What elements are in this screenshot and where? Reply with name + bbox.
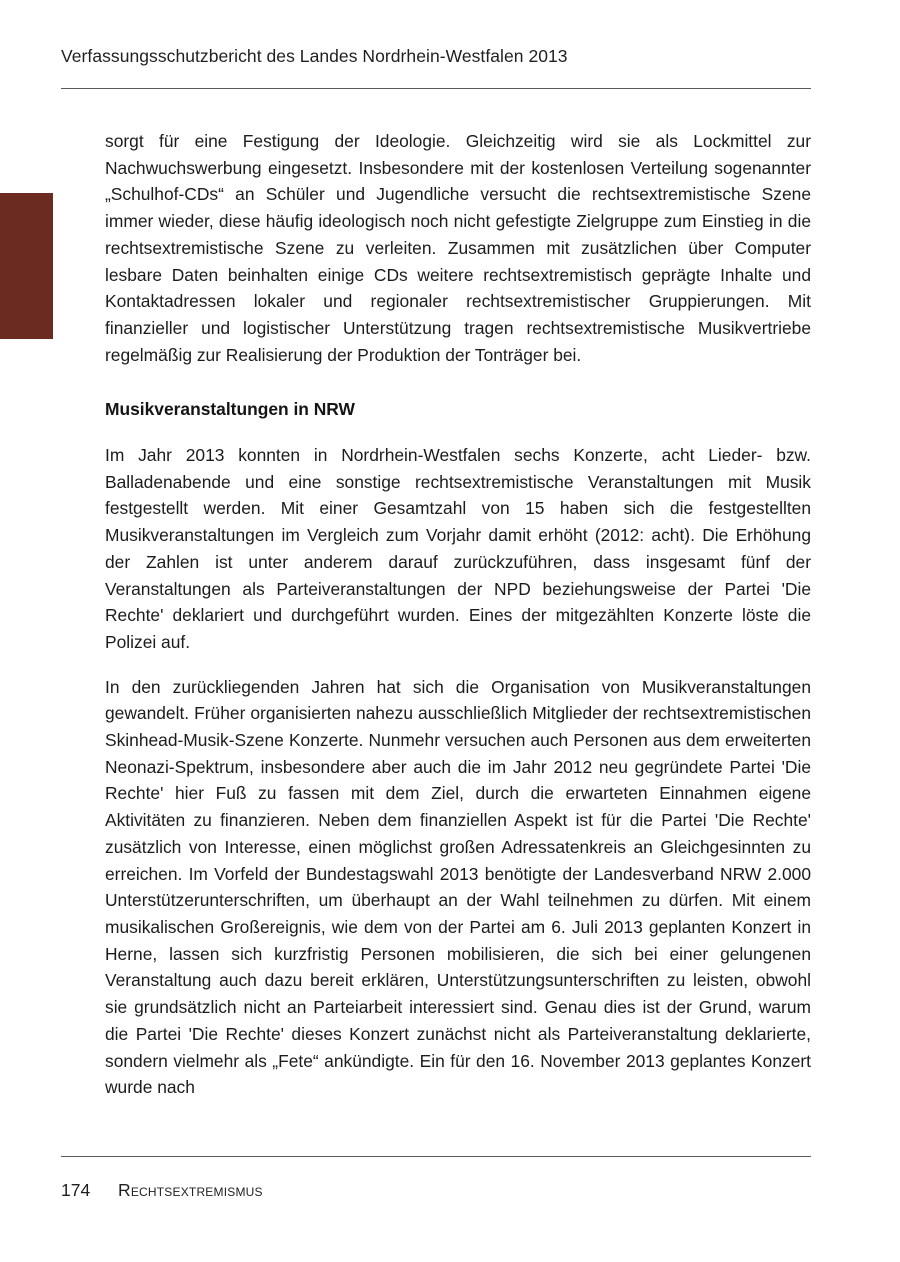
body-paragraph-3: In den zurückliegenden Jahren hat sich die Organisation von Musikveranstaltungen gewandelt. Früher organisierten nahezu ausschließlich Mitglieder der rechtsextremistischen Skinhead-Musik-Szene Konzerte. Nunmehr versuchen auch Personen aus dem erweiterten Neonazi-Spektrum, insbesondere aber auch die im Jahr 2012 neu gegründete Partei 'Die Rechte' hier Fuß zu fassen mit dem Ziel, durch die erwarteten Einnahmen eigene Aktivitäten zu finanzieren. Neben dem finanziellen Aspekt ist für die Partei 'Die Rechte' zusätzlich von Interesse, einen möglichst großen Adressatenkreis an Gleichgesinnten zu erreichen. Im Vorfeld der Bundestagswahl 2013 benötigte der Landesverband NRW 2.000 Unterstützerunterschriften, um überhaupt an der Wahl teilnehmen zu dürfen. Mit einem musikalischen Großereignis, wie dem von der Partei am 6. Juli 2013 geplanten Konzert in Herne, lassen sich kurzfristig Personen mobilisieren, die sich bei einer gelungenen Veranstaltung auch dazu bereit erklären, Unterstützungsunterschriften zu leisten, obwohl sie grundsätzlich nicht an Parteiarbeit interessiert sind. Genau dies ist der Grund, warum die Partei 'Die Rechte' dieses Konzert zunächst nicht als Parteiveranstaltung deklarierte, sondern vielmehr als „Fete“ ankündigte. Ein für den 16. November 2013 geplantes Konzert wurde nach [105, 676, 811, 1098]
footer-rule [61, 1156, 811, 1157]
running-header: Verfassungsschutzbericht des Landes Nordrhein-Westfalen 2013 [61, 46, 568, 66]
running-footer [61, 1180, 263, 1201]
body-paragraph-1: sorgt für eine Festigung der Ideologie. Gleichzeitig wird sie als Lockmittel zur Nachwuchswerbung eingesetzt. Insbesondere mit der kostenlosen Verteilung sogenannter „Schulhof-CDs“ an Schüler und Jugendliche versucht die rechtsextremistische Szene immer wieder, diese häufig ideologisch noch nicht gefestigte Zielgruppe zum Einstieg in die rechtsextremistische Szene zu verleiten. Zusammen mit zusätzlichen über Computer lesbare Daten beinhalten einige CDs weitere rechtsextremistisch geprägte Inhalte und Kontaktadressen lokaler und regionaler rechtsextremistischer Gruppierungen. Mit finanzieller und logistischer Unterstützung tragen rechtsextremistische Musikvertriebe regelmäßig zur Realisierung der Produktion der Tonträger bei. [105, 131, 811, 365]
page-body [105, 128, 811, 1101]
section-heading: Musikveranstaltungen in NRW [105, 399, 355, 420]
body-paragraph-2: Im Jahr 2013 konnten in Nordrhein-Westfalen sechs Konzerte, acht Lieder- bzw. Balladenabende und eine sonstige rechtsextremistische Veranstaltungen mit Musik festgestellt werden. Mit einer Gesamtzahl von 15 haben sich die festgestellten Musikveranstaltungen im Vergleich zum Vorjahr damit erhöht (2012: acht). Die Erhöhung der Zahlen ist unter anderem darauf zurückzuführen, dass insgesamt fünf der Veranstaltungen als Parteiveranstaltungen der NPD beziehungsweise der Partei 'Die Rechte' deklariert und durchgeführt wurden. Eines der mitgezählten Konzerte löste die Polizei auf. [105, 445, 811, 652]
header-rule [61, 88, 811, 89]
footer-section-name: Rechtsextremismus [118, 1180, 263, 1200]
chapter-tab-marker [0, 193, 53, 339]
page-number: 174 [61, 1180, 91, 1200]
